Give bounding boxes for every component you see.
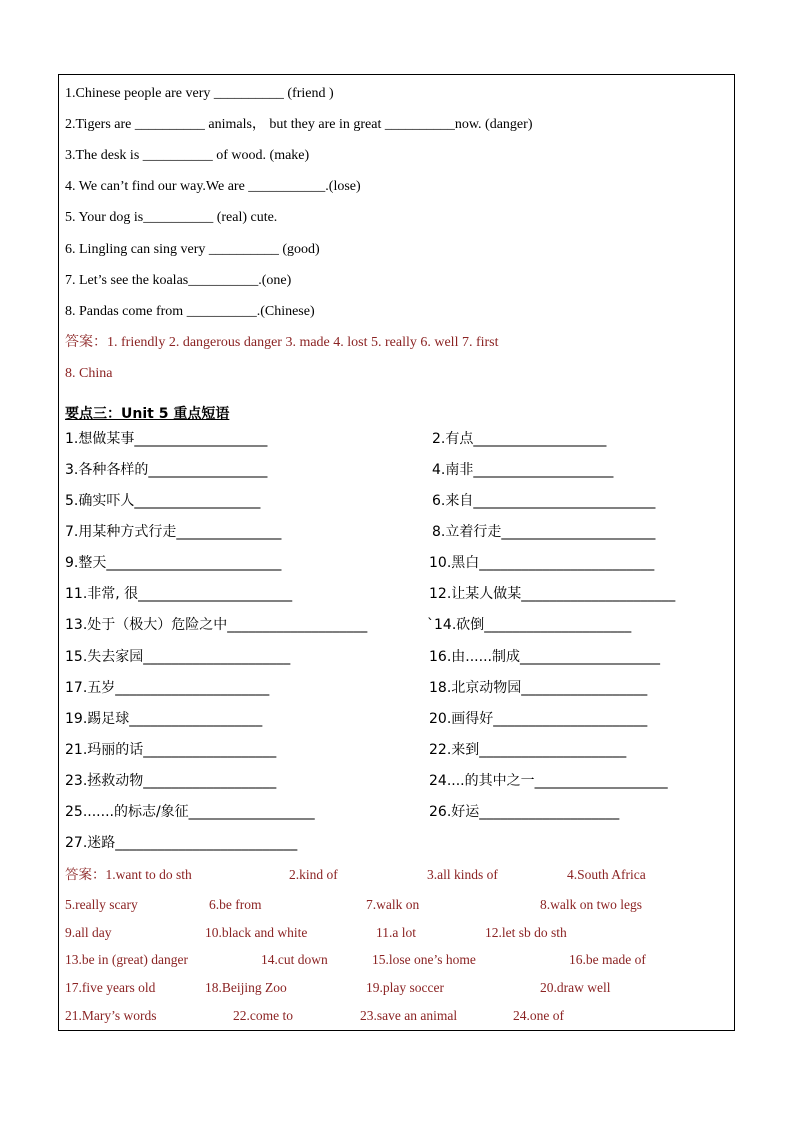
answer-item: 2.kind of [289,867,338,882]
phrase-7: 7.用某种方式行走_______________ [65,524,282,540]
phrase-13: 13.处于（极大）危险之中____________________ [65,617,368,633]
answer-key-line-1: 答案：1. friendly 2. dangerous danger 3. made 4. lost 5. really 6. well 7. first [65,335,499,350]
answer-item: 12.let sb do sth [485,925,567,940]
phrase-21: 21.玛丽的话___________________ [65,742,277,758]
phrase-22: 22.来到_____________________ [429,742,627,758]
phrase-26: 26.好运____________________ [429,804,620,820]
phrase-24: 24....的其中之一___________________ [429,773,668,789]
phrase-11: 11.非常, 很______________________ [65,586,293,602]
answer-item: 20.draw well [540,980,611,995]
exercise-1: 1.Chinese people are very __________ (friend ) [65,86,334,101]
answer-item: 3.all kinds of [427,867,498,882]
exercise-3: 3.The desk is __________ of wood. (make) [65,148,310,163]
answer-item: 19.play soccer [366,980,444,995]
phrase-18: 18.北京动物园__________________ [429,680,648,696]
phrase-2: 2.有点___________________ [432,431,607,447]
phrase-12: 12.让某人做某______________________ [429,586,676,602]
phrase-23: 23.拯救动物___________________ [65,773,277,789]
answer-item: 8.walk on two legs [540,897,642,912]
phrase-20: 20.画得好______________________ [429,711,648,727]
phrase-4: 4.南非____________________ [432,462,614,478]
phrase-3: 3.各种各样的_________________ [65,462,268,478]
answer-item: 9.all day [65,925,112,940]
answer-item: 5.really scary [65,897,138,912]
answer-item: 7.walk on [366,897,420,912]
phrase-14: `14.砍倒_____________________ [427,617,632,633]
phrase-16: 16.由......制成____________________ [429,649,660,665]
answer-item: 6.be from [209,897,262,912]
answer-item: 24.one of [513,1008,564,1023]
section-title: 要点三：Unit 5 重点短语 [65,406,230,422]
exercise-6: 6. Lingling can sing very __________ (good) [65,242,320,257]
phrase-25: 25.......的标志/象征__________________ [65,804,315,820]
answer-item: 10.black and white [205,925,308,940]
phrase-5: 5.确实吓人__________________ [65,493,261,509]
exercise-2: 2.Tigers are __________ animals， but they are in great __________now. (danger) [65,117,533,132]
answer-item: 16.be made of [569,952,646,967]
answer-item: 11.a lot [376,925,416,940]
phrase-6: 6.来自__________________________ [432,493,656,509]
phrase-17: 17.五岁______________________ [65,680,270,696]
answer-key-line-2: 8. China [65,366,113,381]
answer-item: 23.save an animal [360,1008,458,1023]
phrase-19: 19.踢足球___________________ [65,711,263,727]
exercise-8: 8. Pandas come from __________.(Chinese) [65,304,315,319]
exercise-5: 5. Your dog is__________ (real) cute. [65,210,278,225]
phrase-10: 10.黑白_________________________ [429,555,655,571]
phrase-1: 1.想做某事___________________ [65,431,268,447]
answer-item: 13.be in (great) danger [65,952,188,967]
answer-item: 21.Mary’s words [65,1008,157,1023]
answer-item: 4.South Africa [567,867,646,882]
answer-item: 22.come to [233,1008,293,1023]
phrase-15: 15.失去家园_____________________ [65,649,291,665]
phrase-8: 8.立着行走______________________ [432,524,656,540]
answer-item: 17.five years old [65,980,156,995]
exercise-7: 7. Let’s see the koalas__________.(one) [65,273,292,288]
phrase-9: 9.整天_________________________ [65,555,282,571]
answer-item: 14.cut down [261,952,328,967]
answer-item: 答案：1.want to do sth [65,867,192,882]
answer-item: 15.lose one’s home [372,952,476,967]
phrase-27: 27.迷路__________________________ [65,835,298,851]
exercise-4: 4. We can’t find our way.We are ___________.(lose) [65,179,361,194]
answer-item: 18.Beijing Zoo [205,980,287,995]
